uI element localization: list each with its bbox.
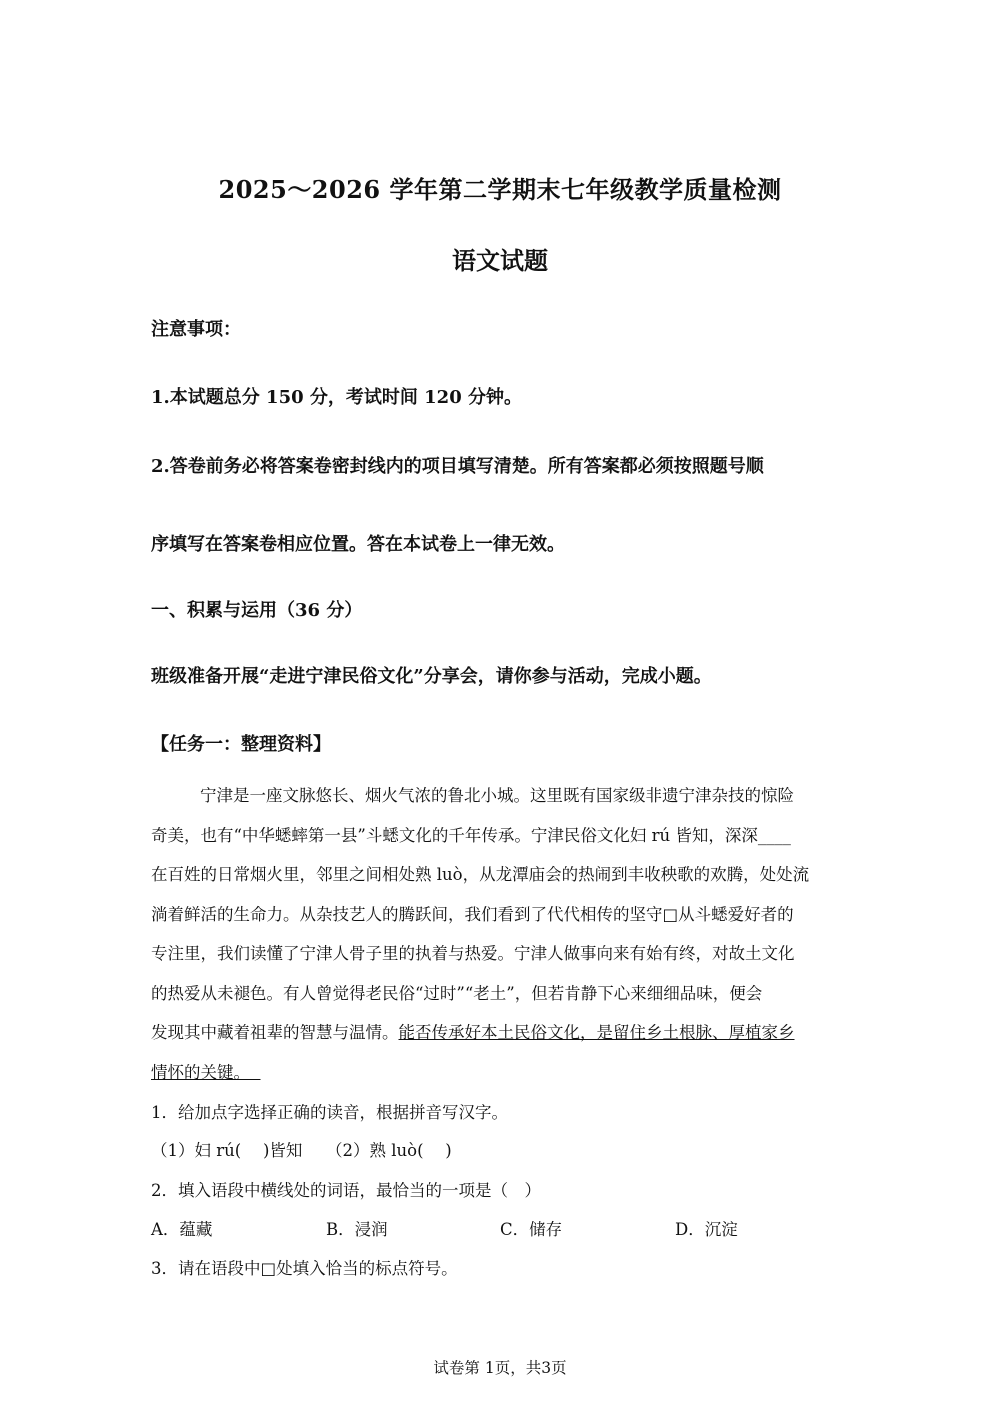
notice-heading: 注意事项： [151, 319, 241, 340]
passage-line: 淌着鲜活的生命力。从杂技艺人的腾跃间，我们看到了代代相传的坚守□从斗蟋爱好者的 [151, 904, 794, 924]
question-3: 3．请在语段中□处填入恰当的标点符号。 [151, 1259, 458, 1278]
notice-item-1: 1.本试题总分 150 分，考试时间 120 分钟。 [151, 387, 523, 408]
option-a: A．蕴藏 [151, 1220, 213, 1239]
option-b: B．浸润 [326, 1220, 388, 1239]
activity-intro: 班级准备开展“走进宁津民俗文化”分享会，请你参与活动，完成小题。 [151, 666, 712, 687]
underline-space [250, 1063, 261, 1082]
question-1: 1．给加点字选择正确的读音，根据拼音写汉字。 [151, 1103, 508, 1122]
underlined-sentence-end: 情怀的关键。 [151, 1062, 250, 1082]
option-d: D．沉淀 [675, 1220, 738, 1239]
exam-subject-title: 语文试题 [452, 246, 548, 275]
section-heading: 一、积累与运用（36 分） [151, 600, 363, 621]
notice-item-2-line-2: 序填写在答案卷相应位置。答在本试卷上一律无效。 [151, 534, 565, 555]
question-1-part-2: （2）熟 luò( ) [326, 1141, 452, 1160]
notice-item-2-line-1: 2.答卷前务必将答案卷密封线内的项目填写清楚。所有答案都必须按照题号顺 [151, 456, 764, 477]
passage-line: 在百姓的日常烟火里，邻里之间相处熟 luò，从龙潭庙会的热闹到丰收秧歌的欢腾，处处流 [151, 865, 810, 884]
passage-line: 宁津是一座文脉悠长、烟火气浓的鲁北小城。这里既有国家级非遗宁津杂技的惊险 [200, 786, 794, 805]
reading-passage [151, 776, 851, 1092]
question-1-part-1: （1）妇 rú( )皆知 [151, 1141, 303, 1160]
passage-text: 发现其中藏着祖辈的智慧与温情。 [151, 1023, 399, 1042]
page-footer: 试卷第 1页，共3页 [433, 1359, 567, 1377]
task-title: 【任务一：整理资料】 [151, 734, 331, 755]
passage-line [151, 1013, 851, 1053]
option-c: C．储存 [500, 1220, 563, 1239]
underlined-sentence: 能否传承好本土民俗文化，是留住乡土根脉、厚植家乡 [398, 1023, 795, 1042]
exam-title: 2025～2026 学年第二学期末七年级教学质量检测 [218, 175, 782, 204]
passage-line: 奇美，也有“中华蟋蟀第一县”斗蟋文化的千年传承。宁津民俗文化妇 rú 皆知，深深____ [151, 825, 791, 845]
passage-line [151, 1053, 851, 1093]
question-2: 2．填入语段中横线处的词语，最恰当的一项是（ ） [151, 1181, 541, 1200]
passage-line: 专注里，我们读懂了宁津人骨子里的执着与热爱。宁津人做事向来有始有终，对故土文化 [151, 944, 795, 963]
passage-line: 的热爱从未褪色。有人曾觉得老民俗“过时”“老土”，但若肯静下心来细细品味，便会 [151, 983, 763, 1003]
